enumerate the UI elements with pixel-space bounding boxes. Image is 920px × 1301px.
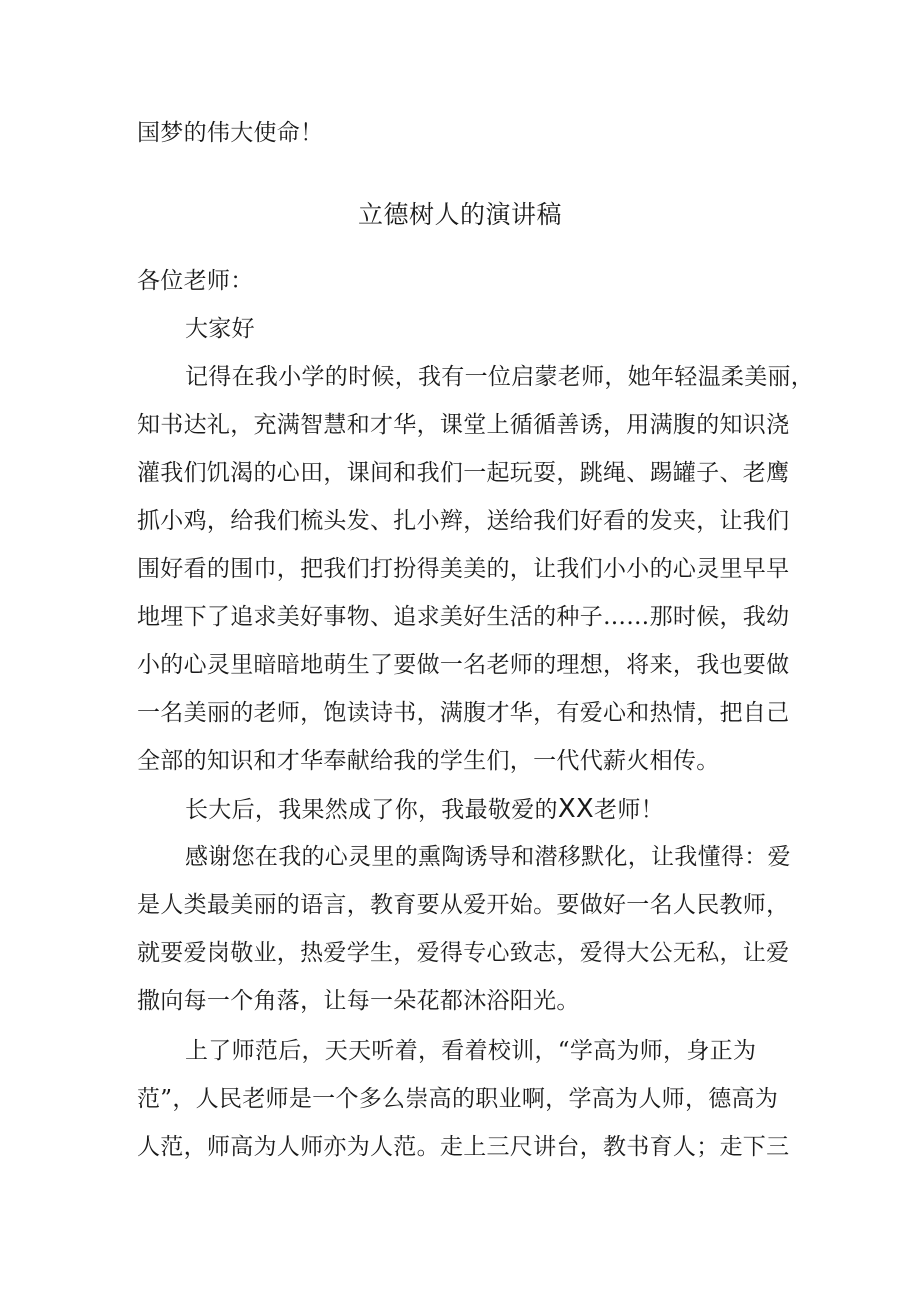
- paragraph-1-line-7: 小的心灵里暗暗地萌生了要做一名老师的理想，将来，我也要做: [137, 652, 790, 678]
- salutation: 各位老师：: [137, 268, 254, 294]
- paragraph-3-line-3: 就要爱岗敬业，热爱学生，爱得专心致志，爱得大公无私，让爱: [137, 940, 790, 966]
- paragraph-1-line-6: 地埋下了追求美好事物、追求美好生活的种子……那时候，我幼: [137, 604, 790, 630]
- paragraph-1-line-5: 围好看的围巾，把我们打扮得美美的，让我们小小的心灵里早早: [137, 556, 790, 582]
- paragraph-4-line-1: 上了师范后，天天听着，看着校训，“学高为师，身正为: [185, 1038, 757, 1064]
- greeting: 大家好: [185, 316, 255, 342]
- paragraph-1-line-2: 知书达礼，充满智慧和才华，课堂上循循善诱，用满腹的知识浇: [137, 412, 790, 438]
- paragraph-1-line-4: 抓小鸡，给我们梳头发、扎小辫，送给我们好看的发夹，让我们: [137, 508, 790, 534]
- paragraph-2-text-before: 长大后，我果然成了你，我最敬爱的: [185, 797, 558, 823]
- paragraph-1-line-9: 全部的知识和才华奉献给我的学生们，一代代薪火相传。: [137, 748, 720, 774]
- paragraph-1-line-8: 一名美丽的老师，饱读诗书，满腹才华，有爱心和热情，把自己: [137, 700, 790, 726]
- paragraph-3-line-4: 撒向每一个角落，让每一朵花都沐浴阳光。: [137, 988, 580, 1014]
- paragraph-1-line-3: 灌我们饥渴的心田，课间和我们一起玩耍，跳绳、踢罐子、老鹰: [137, 460, 790, 486]
- paragraph-2: [185, 794, 664, 825]
- document-title: 立德树人的演讲稿: [357, 200, 562, 229]
- paragraph-4-line-2: 范”，人民老师是一个多么崇高的职业啊，学高为人师，德高为: [137, 1086, 779, 1112]
- paragraph-4-line-3: 人范，师高为人师亦为人范。走上三尺讲台，教书育人；走下三: [137, 1134, 790, 1160]
- paragraph-2-xx-placeholder: XX: [557, 794, 595, 824]
- paragraph-2-text-after: 老师！: [594, 797, 664, 823]
- paragraph-1-line-1: 记得在我小学的时候，我有一位启蒙老师，她年轻温柔美丽，: [185, 364, 815, 390]
- paragraph-3-line-2: 是人类最美丽的语言，教育要从爱开始。要做好一名人民教师，: [137, 892, 790, 918]
- carryover-line: 国梦的伟大使命！: [137, 120, 324, 146]
- paragraph-3-line-1: 感谢您在我的心灵里的熏陶诱导和潜移默化，让我懂得：爱: [185, 844, 791, 870]
